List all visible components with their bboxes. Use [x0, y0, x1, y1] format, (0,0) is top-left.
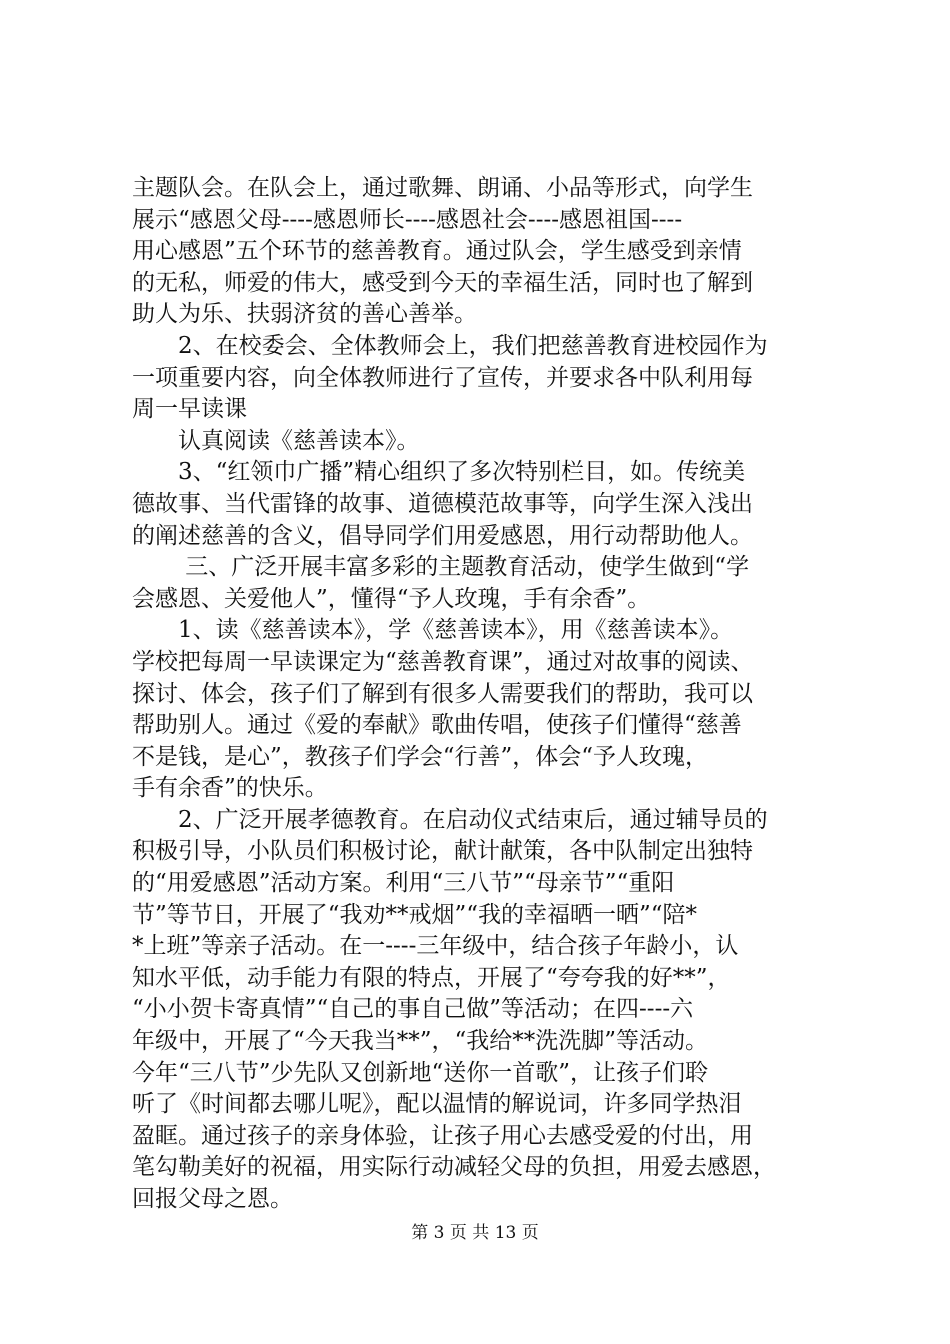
- text-line: 1、读《慈善读本》，学《慈善读本》，用《慈善读本》。: [132, 617, 734, 644]
- text-line: 的阐述慈善的含义，倡导同学们用爱感恩，用行动帮助他人。: [132, 522, 753, 549]
- text-line: 2、在校委会、全体教师会上，我们把慈善教育进校园作为: [132, 332, 768, 359]
- text-line: 主题队会。在队会上，通过歌舞、朗诵、小品等形式，向学生: [132, 175, 753, 201]
- text-line: 手有余香”的快乐。: [132, 775, 328, 802]
- text-line: “小小贺卡寄真情”“自己的事自己做”等活动；在四----六: [132, 996, 694, 1023]
- text-line: 笔勾勒美好的祝福，用实际行动减轻父母的负担，用爱去感恩，: [132, 1154, 776, 1181]
- text-line: 3、“红领巾广播”精心组织了多次特别栏目，如。传统美: [132, 459, 746, 486]
- text-line: 用心感恩”五个环节的慈善教育。通过队会，学生感受到亲情: [132, 238, 742, 265]
- text-line: 探讨、体会，孩子们了解到有很多人需要我们的帮助，我可以: [132, 680, 753, 707]
- text-line: 助人为乐、扶弱济贫的善心善举。: [132, 301, 477, 328]
- text-line: 不是钱，是心”，教孩子们学会“行善”，体会“予人玫瑰，: [132, 743, 709, 770]
- text-line: 盈眶。通过孩子的亲身体验，让孩子用心去感受爱的付出，用: [132, 1122, 753, 1149]
- text-line: 节”等节日，开展了“我劝**戒烟”“我的幸福晒一晒”“陪*: [132, 901, 698, 928]
- page-footer: 第 3 页 共 13 页: [411, 1223, 539, 1243]
- body-text: [132, 173, 832, 1216]
- text-line: 德故事、当代雷锋的故事、道德模范故事等，向学生深入浅出: [132, 490, 753, 517]
- text-line: 会感恩、关爱他人”，懂得“予人玫瑰，手有余香”。: [132, 585, 651, 612]
- text-line: *上班”等亲子活动。在一----三年级中，结合孩子年龄小，认: [132, 933, 739, 960]
- text-line: 展示“感恩父母----感恩师长----感恩社会----感恩祖国----: [132, 206, 683, 233]
- text-line: 一项重要内容，向全体教师进行了宣传，并要求各中队利用每: [132, 364, 753, 391]
- text-line: 帮助别人。通过《爱的奉献》歌曲传唱，使孩子们懂得“慈善: [132, 712, 742, 739]
- text-line: 回报父母之恩。: [132, 1186, 293, 1212]
- text-line: 知水平低，动手能力有限的特点，开展了“夸夸我的好**”，: [132, 964, 731, 991]
- text-line: 2、广泛开展孝德教育。在启动仪式结束后，通过辅导员的: [132, 806, 768, 833]
- text-line: 认真阅读《慈善读本》。: [132, 427, 420, 454]
- text-line: 三、广泛开展丰富多彩的主题教育活动，使学生做到“学: [132, 554, 750, 581]
- text-line: 积极引导，小队员们积极讨论，献计献策，各中队制定出独特: [132, 838, 753, 865]
- text-line: 今年“三八节”少先队又创新地“送你一首歌”，让孩子们聆: [132, 1059, 709, 1086]
- text-line: 周一早读课: [132, 396, 247, 423]
- text-line: 听了《时间都去哪儿呢》，配以温情的解说词，许多同学热泪: [132, 1091, 742, 1118]
- text-line: 的“用爱感恩”活动方案。利用“三八节”“母亲节”“重阳: [132, 870, 675, 897]
- text-line: 学校把每周一早读课定为“慈善教育课”，通过对故事的阅读、: [132, 648, 754, 675]
- text-line: 年级中，开展了“今天我当**”，“我给**洗洗脚”等活动。: [132, 1028, 709, 1055]
- text-line: 的无私，师爱的伟大，感受到今天的幸福生活，同时也了解到: [132, 269, 753, 296]
